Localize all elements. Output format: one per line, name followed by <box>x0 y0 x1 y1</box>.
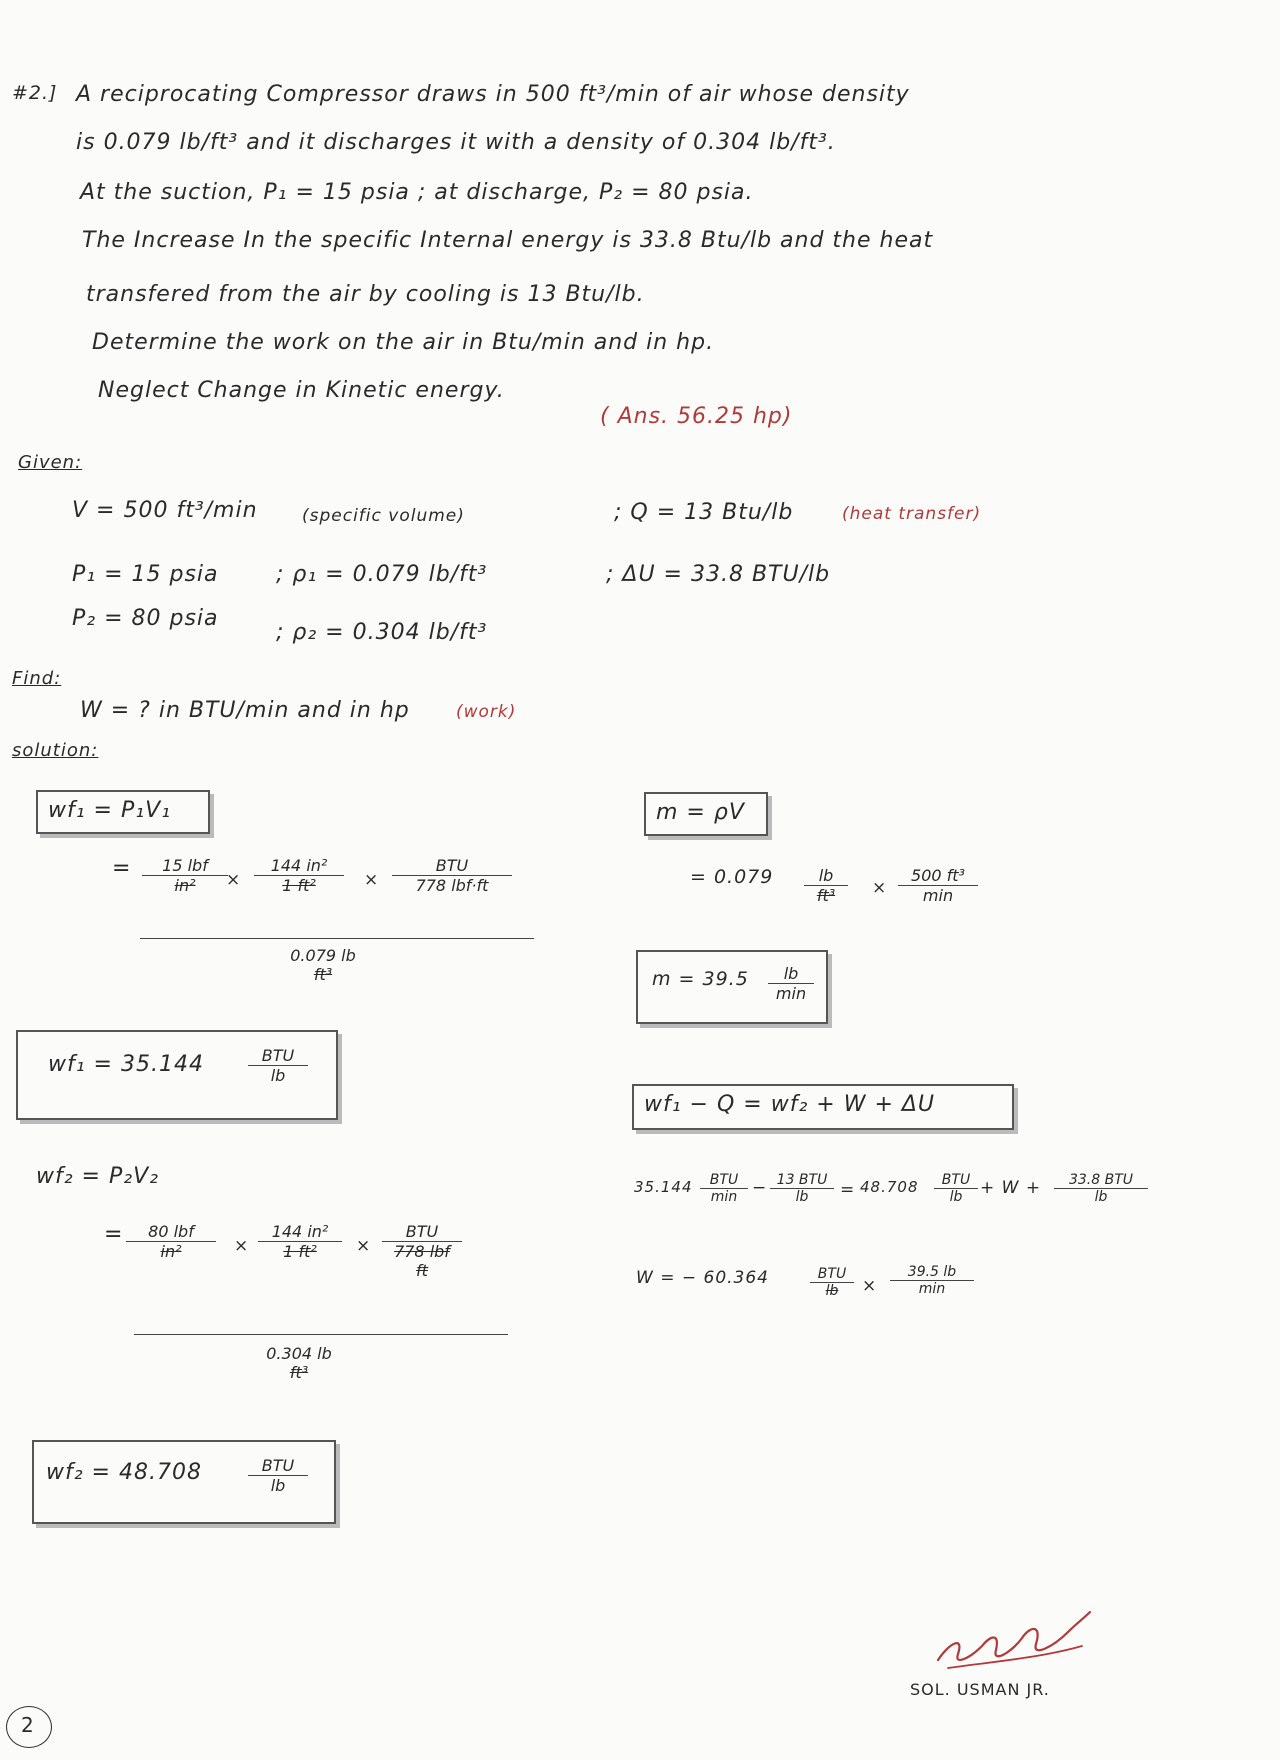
wf2-area-den: 1 ft² <box>258 1241 342 1261</box>
wf2-frac-area <box>258 1222 342 1261</box>
wf2-times-1: × <box>234 1236 250 1256</box>
given-rho1: ; ρ₁ = 0.079 lb/ft³ <box>276 562 488 587</box>
wf2-result-unit <box>248 1456 308 1495</box>
mass-result-unit <box>768 964 814 1003</box>
wf1-frac-area <box>254 856 344 895</box>
given-heading: Given: <box>18 452 83 473</box>
energy-sub-d-num: 33.8 BTU <box>1068 1172 1134 1188</box>
wf1-density-num: 0.079 lb <box>290 946 356 965</box>
wf1-result-box <box>16 1030 338 1120</box>
mass-frac-flow <box>898 866 978 905</box>
find-text: W = ? in BTU/min and in hp <box>80 698 410 723</box>
wf2-conv-num: BTU <box>405 1222 439 1241</box>
problem-line-7: Neglect Change in Kinetic energy. <box>98 378 505 403</box>
wf1-area-den: 1 ft² <box>254 875 344 895</box>
work-line-lhs: W = − 60.364 <box>636 1268 769 1288</box>
mass-frac-density <box>804 866 848 905</box>
wf2-pressure-den: in² <box>126 1241 216 1261</box>
signer-name: SOL. USMAN JR. <box>910 1680 1050 1699</box>
problem-line-2: is 0.079 lb/ft³ and it discharges it with a density of 0.304 lb/ft³. <box>76 130 836 155</box>
mass-formula: m = ρV <box>656 800 745 825</box>
wf2-result-box <box>32 1440 336 1524</box>
wf1-eq: = <box>112 856 132 881</box>
energy-sub-frac-d <box>1054 1172 1148 1205</box>
wf2-frac-density <box>244 1344 354 1382</box>
wf2-result-unit-den: lb <box>248 1475 308 1495</box>
energy-sub-b-num: 13 BTU <box>776 1172 828 1188</box>
wf2-main-fraction-bar <box>134 1334 508 1335</box>
wf1-frac-density <box>268 946 378 984</box>
wf2-frac-conv <box>382 1222 462 1280</box>
given-volume: V = 500 ft³/min <box>72 498 258 523</box>
problem-line-5: transfered from the air by cooling is 13 Btu/lb. <box>86 282 645 307</box>
work-frac-b-num: 39.5 lb <box>907 1264 957 1280</box>
answer-note: ( Ans. 56.25 hp) <box>600 404 793 429</box>
wf1-result: wf₁ = 35.144 <box>48 1052 204 1077</box>
energy-sub-a: 35.144 <box>634 1178 693 1196</box>
energy-sub-c-num: BTU <box>941 1172 971 1188</box>
energy-sub-eq: = <box>840 1180 856 1200</box>
mass-times: × <box>872 878 888 898</box>
wf2-frac-pressure <box>126 1222 216 1261</box>
energy-equation: wf₁ − Q = wf₂ + W + ΔU <box>644 1092 936 1117</box>
given-heat: ; Q = 13 Btu/lb <box>614 500 794 525</box>
wf1-density-den: ft³ <box>313 965 333 984</box>
work-frac-a-num: BTU <box>817 1266 847 1282</box>
wf2-result: wf₂ = 48.708 <box>46 1460 202 1485</box>
given-rho2: ; ρ₂ = 0.304 lb/ft³ <box>276 620 488 645</box>
wf1-frac-conv <box>392 856 512 895</box>
energy-sub-minus: − <box>752 1178 768 1198</box>
energy-sub-frac-b <box>770 1172 834 1205</box>
wf2-area-num: 144 in² <box>271 1222 329 1241</box>
wf2-pressure-num: 80 lbf <box>148 1222 194 1241</box>
mass-result-unit-num: lb <box>783 964 799 983</box>
energy-sub-a-den: min <box>700 1188 748 1205</box>
wf1-main-fraction-bar <box>140 938 534 939</box>
problem-line-1: A reciprocating Compressor draws in 500 ft³/min of air whose density <box>76 82 910 107</box>
given-p2: P₂ = 80 psia <box>72 606 219 631</box>
work-frac-a <box>810 1266 854 1299</box>
problem-line-6: Determine the work on the air in Btu/min and in hp. <box>92 330 715 355</box>
find-note: (work) <box>456 702 517 722</box>
given-delta-u: ; ΔU = 33.8 BTU/lb <box>606 562 831 587</box>
energy-sub-c: 48.708 <box>860 1178 919 1196</box>
wf1-pressure-den: in² <box>142 875 228 895</box>
wf2-result-unit-num: BTU <box>261 1456 295 1475</box>
mass-result-box <box>636 950 828 1024</box>
energy-sub-plus-w: + W + <box>980 1178 1042 1198</box>
wf1-times-1: × <box>226 870 242 890</box>
wf2-formula: wf₂ = P₂V₂ <box>36 1164 159 1189</box>
mass-result-unit-den: min <box>768 983 814 1003</box>
solution-heading: solution: <box>12 740 99 761</box>
given-p1: P₁ = 15 psia <box>72 562 219 587</box>
given-heat-note: (heat transfer) <box>842 504 982 524</box>
problem-line-4: The Increase In the specific Internal energy is 33.8 Btu/lb and the heat <box>82 228 934 253</box>
wf1-formula-box <box>36 790 210 834</box>
page-number-circle <box>6 1706 52 1748</box>
wf2-density-den: ft³ <box>289 1363 309 1382</box>
wf1-frac-pressure <box>142 856 228 895</box>
problem-line-3: At the suction, P₁ = 15 psia ; at discharge, P₂ = 80 psia. <box>80 180 754 205</box>
wf2-eq: = <box>104 1222 124 1247</box>
energy-sub-b-den: lb <box>770 1188 834 1205</box>
mass-result: m = 39.5 <box>652 968 749 990</box>
wf1-formula: wf₁ = P₁V₁ <box>48 798 171 823</box>
page-number: 2 <box>21 1713 35 1737</box>
work-frac-b-den: min <box>890 1280 974 1297</box>
mass-formula-box <box>644 792 768 836</box>
mass-flow-num: 500 ft³ <box>911 866 965 885</box>
signature-mark <box>930 1606 1100 1680</box>
wf2-times-2: × <box>356 1236 372 1256</box>
wf2-conv-den-2: ft <box>416 1261 428 1280</box>
work-frac-b <box>890 1264 974 1297</box>
work-frac-a-den: lb <box>810 1282 854 1299</box>
problem-number: #2.] <box>12 82 58 104</box>
mass-density-den: ft³ <box>804 885 848 905</box>
energy-sub-c-den: lb <box>934 1188 978 1205</box>
energy-sub-a-num: BTU <box>709 1172 739 1188</box>
wf1-result-unit-den: lb <box>248 1065 308 1085</box>
wf1-area-num: 144 in² <box>270 856 328 875</box>
wf1-pressure-num: 15 lbf <box>162 856 208 875</box>
mass-flow-den: min <box>898 885 978 905</box>
find-heading: Find: <box>12 668 62 689</box>
work-times: × <box>862 1276 878 1296</box>
mass-eq: = 0.079 <box>690 866 774 888</box>
wf2-density-num: 0.304 lb <box>266 1344 332 1363</box>
wf1-conv-den: 778 lbf·ft <box>392 875 512 895</box>
energy-sub-d-den: lb <box>1054 1188 1148 1205</box>
energy-equation-box <box>632 1084 1014 1130</box>
wf1-times-2: × <box>364 870 380 890</box>
given-volume-note: (specific volume) <box>302 506 465 526</box>
wf1-result-unit-num: BTU <box>261 1046 295 1065</box>
wf1-result-unit <box>248 1046 308 1085</box>
mass-density-num: lb <box>818 866 834 885</box>
wf2-conv-den: 778 lbf <box>382 1241 462 1261</box>
wf1-conv-num: BTU <box>435 856 469 875</box>
energy-sub-frac-c <box>934 1172 978 1205</box>
energy-sub-frac-a <box>700 1172 748 1205</box>
